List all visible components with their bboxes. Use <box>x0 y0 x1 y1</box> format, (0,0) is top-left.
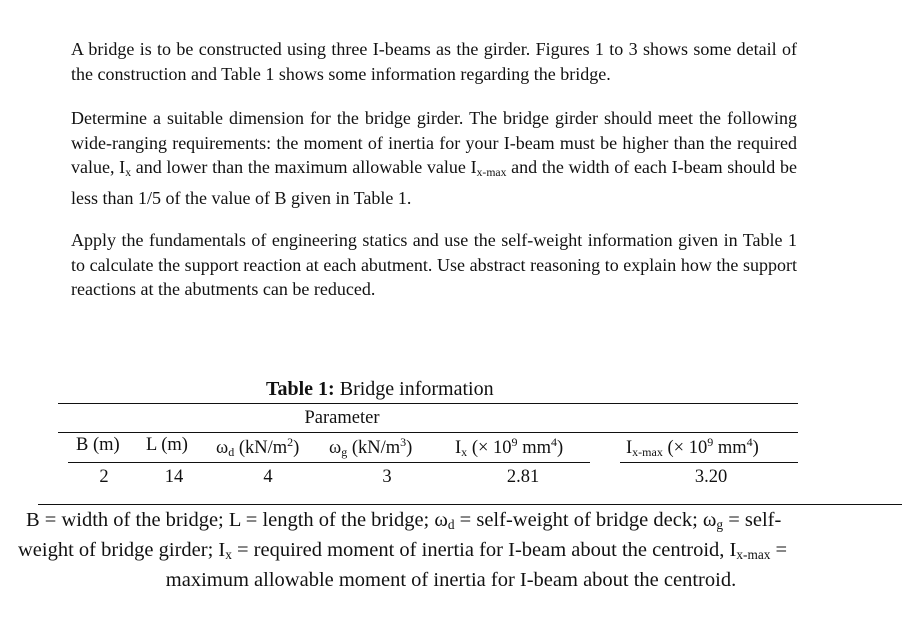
ix-header-subscript: x <box>461 445 468 459</box>
note-line1-a: B = width of the bridge; L = length of the bridge; ω <box>26 509 448 531</box>
ixmax-unit: (× 10 <box>662 438 708 458</box>
omega-g-unit: (kN/m <box>347 438 401 458</box>
header-ix <box>455 435 563 460</box>
table-group-header: Parameter <box>304 408 380 428</box>
omega-d-symbol: ω <box>216 438 229 458</box>
note-line2-b: = required moment of inertia for I-beam about the centroid, I <box>231 539 737 561</box>
ix-mm: mm <box>517 438 551 458</box>
ixmax-mm: mm <box>713 438 747 458</box>
ix-exponent-4: 4 <box>550 435 557 449</box>
table-note-line-1 <box>26 506 902 539</box>
value-ix: 2.81 <box>506 467 540 487</box>
omega-d-close: ) <box>293 438 300 458</box>
value-b: 2 <box>99 467 109 487</box>
intro-paragraph: A bridge is to be constructed using three I-beams as the girder. Figures 1 to 3 shows some detail of the construction and Table 1 shows some information regarding the bridge. <box>71 39 797 84</box>
requirements-text-b: and lower than the maximum allowable value I <box>131 157 477 177</box>
header-l: L (m) <box>146 435 188 455</box>
ix-subscript: x <box>125 166 132 179</box>
header-b: B (m) <box>76 435 120 455</box>
table-top-rule <box>58 403 798 404</box>
ix-exponent-9: 9 <box>511 435 518 449</box>
note-line2-c: = <box>770 539 788 561</box>
table-note-line-2 <box>18 536 902 569</box>
note-line1-c: = self- <box>723 509 782 531</box>
note-line2-a: weight of bridge girder; I <box>18 539 226 561</box>
value-ixmax: 3.20 <box>694 467 728 487</box>
table-caption-text: Bridge information <box>334 378 494 400</box>
value-omega-d: 4 <box>263 467 273 487</box>
requirements-paragraph <box>71 106 797 210</box>
value-omega-g: 3 <box>382 467 392 487</box>
ix-unit: (× 10 <box>467 438 512 458</box>
omega-d-exponent: 2 <box>287 435 294 449</box>
note-ix-subscript: x <box>225 547 232 562</box>
header-omega-g <box>329 435 412 460</box>
omega-d-unit: (kN/m <box>234 438 288 458</box>
table-caption <box>266 378 494 401</box>
note-omega-g-subscript: g <box>716 517 724 532</box>
ixmax-close: ) <box>752 438 759 458</box>
note-omega-d-subscript: d <box>447 517 455 532</box>
ixmax-symbol: I <box>626 438 633 458</box>
omega-g-subscript: g <box>341 445 348 459</box>
column-rule-left <box>68 462 590 463</box>
requirements-text-c: and the width of each I-beam should be less than 1/5 of the value of B given in Table 1. <box>71 157 797 208</box>
requirements-text-a: Determine a suitable dimension for the bridge girder. The bridge girder should meet the following wide-ranging requirements: the moment of inertia for your I-beam must be higher than the required value, I <box>71 108 797 177</box>
table-note-line-3: maximum allowable moment of inertia for I-beam about the centroid. <box>165 569 737 591</box>
table-caption-label: Table 1: <box>266 378 335 400</box>
omega-g-close: ) <box>406 438 413 458</box>
ixmax-header-subscript: x-max <box>632 445 663 459</box>
column-rule-right <box>620 462 798 463</box>
header-omega-d <box>216 435 299 460</box>
omega-g-exponent: 3 <box>400 435 407 449</box>
value-l: 14 <box>164 467 184 487</box>
ixmax-exponent-4: 4 <box>746 435 753 449</box>
ixmax-subscript: x-max <box>476 166 507 179</box>
ixmax-exponent-9: 9 <box>707 435 714 449</box>
note-ixmax-subscript: x-max <box>736 547 771 562</box>
omega-g-symbol: ω <box>329 438 342 458</box>
ix-close: ) <box>556 438 564 458</box>
table-header-rule <box>58 432 798 433</box>
header-ixmax <box>626 435 759 460</box>
omega-d-subscript: d <box>228 445 235 459</box>
ix-symbol: I <box>455 438 462 458</box>
note-line1-b: = self-weight of bridge deck; ω <box>454 509 717 531</box>
statics-paragraph: Apply the fundamentals of engineering statics and use the self-weight information given in Table 1 to calculate the support reaction at each abutment. Use abstract reasoning to explain how the support reactions at the abutments can be reduced. <box>71 230 797 299</box>
